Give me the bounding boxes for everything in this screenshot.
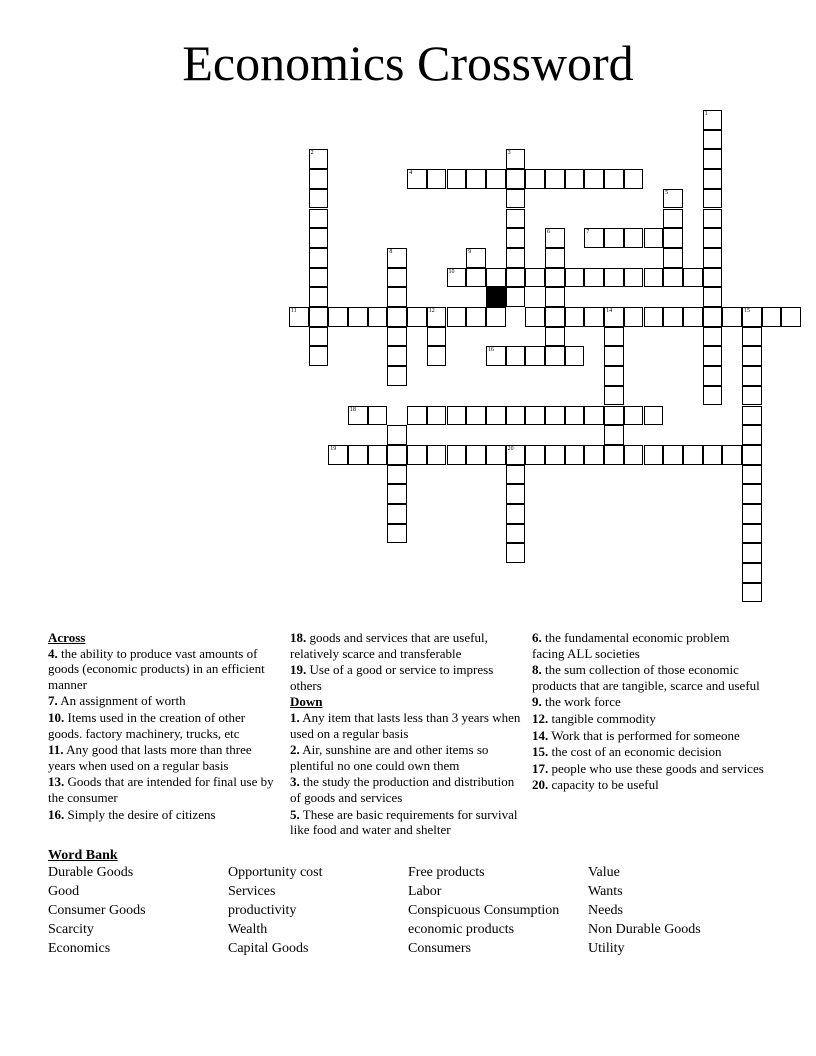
clue-item bbox=[48, 646, 280, 693]
grid-cell[interactable] bbox=[309, 248, 329, 268]
grid-cell[interactable] bbox=[703, 169, 723, 189]
word-bank-heading: Word Bank bbox=[48, 848, 118, 863]
clue-item bbox=[290, 807, 522, 838]
clue-number: 5 bbox=[665, 189, 669, 196]
clue-item bbox=[532, 761, 764, 777]
grid-cell[interactable] bbox=[703, 110, 723, 130]
grid-cell[interactable] bbox=[604, 445, 624, 465]
grid-cell[interactable] bbox=[525, 346, 545, 366]
grid-cell[interactable] bbox=[427, 445, 447, 465]
grid-cell[interactable] bbox=[663, 209, 683, 229]
grid-cell[interactable] bbox=[644, 406, 664, 426]
clue-item-text: An assignment of worth bbox=[57, 693, 186, 709]
grid-cell[interactable] bbox=[742, 563, 762, 583]
clue-item bbox=[48, 710, 280, 741]
grid-cell[interactable] bbox=[309, 327, 329, 347]
grid-cell[interactable] bbox=[584, 228, 604, 248]
grid-cell[interactable] bbox=[663, 228, 683, 248]
grid-cell[interactable] bbox=[565, 169, 585, 189]
clue-item bbox=[290, 662, 522, 693]
clue-number: 12 bbox=[428, 308, 435, 314]
clue-item-number: 5. bbox=[290, 806, 300, 822]
grid-cell[interactable] bbox=[486, 406, 506, 426]
grid-cell[interactable] bbox=[447, 268, 467, 288]
grid-cell[interactable] bbox=[624, 307, 644, 327]
grid-cell[interactable] bbox=[644, 307, 664, 327]
clue-item bbox=[290, 742, 522, 773]
grid-cell[interactable] bbox=[742, 543, 762, 563]
word-bank-item: Capital Goods bbox=[228, 941, 309, 956]
word-bank-item: Durable Goods bbox=[48, 865, 134, 880]
grid-cell[interactable] bbox=[506, 149, 526, 169]
grid-cell[interactable] bbox=[703, 287, 723, 307]
grid-cell[interactable] bbox=[466, 248, 486, 268]
clue-number: 10 bbox=[448, 268, 455, 275]
grid-cell[interactable] bbox=[506, 268, 526, 288]
word-bank-item: Wealth bbox=[228, 922, 268, 937]
grid-cell[interactable] bbox=[703, 209, 723, 229]
clue-item-text: Any good that lasts more than three years when used on a regular basis bbox=[48, 742, 252, 773]
clue-number: 3 bbox=[507, 150, 511, 157]
clue-item-text: Use of a good or service to impress others bbox=[290, 662, 494, 693]
grid-cell[interactable] bbox=[545, 287, 565, 307]
clue-item-number: 19. bbox=[290, 662, 307, 678]
clue-item-text: Any item that lasts less than 3 years when used on a regular basis bbox=[290, 709, 521, 741]
grid-cell[interactable] bbox=[663, 268, 683, 288]
grid-cell[interactable] bbox=[486, 169, 506, 189]
clue-item bbox=[532, 777, 764, 793]
clue-item-number: 7. bbox=[48, 693, 58, 709]
word-bank-item: Opportunity cost bbox=[228, 865, 323, 880]
clues-column-3 bbox=[532, 630, 764, 794]
word-bank-item: Economics bbox=[48, 941, 111, 956]
word-bank-item: Conspicuous Consumption bbox=[408, 903, 560, 918]
grid-cell[interactable] bbox=[604, 327, 624, 347]
grid-cell[interactable] bbox=[506, 189, 526, 209]
grid-cell[interactable] bbox=[545, 346, 565, 366]
page-title: Economics Crossword bbox=[182, 35, 634, 91]
across-heading: Across bbox=[48, 630, 86, 645]
grid-cell[interactable] bbox=[742, 425, 762, 445]
grid-cell[interactable] bbox=[703, 130, 723, 150]
word-bank-column bbox=[48, 863, 228, 958]
grid-cell[interactable] bbox=[506, 248, 526, 268]
grid-cell[interactable] bbox=[742, 484, 762, 504]
grid-cell[interactable] bbox=[427, 307, 447, 327]
clue-item-number: 20. bbox=[532, 777, 549, 793]
grid-cell[interactable] bbox=[703, 189, 723, 209]
down-heading: Down bbox=[290, 694, 323, 710]
clue-item-text: the work force bbox=[541, 694, 621, 710]
clue-item-number: 2. bbox=[290, 742, 300, 758]
grid-cell[interactable] bbox=[506, 406, 526, 426]
grid-cell[interactable] bbox=[387, 287, 407, 307]
clue-item-number: 14. bbox=[532, 727, 549, 743]
grid-cell[interactable] bbox=[447, 445, 467, 465]
grid-cell[interactable] bbox=[368, 307, 388, 327]
word-bank-item: Consumer Goods bbox=[48, 903, 146, 918]
clue-item-number: 4. bbox=[48, 645, 58, 661]
grid-cell[interactable] bbox=[486, 268, 506, 288]
grid-cell[interactable] bbox=[427, 327, 447, 347]
clue-item-number: 9. bbox=[532, 694, 542, 710]
grid-cell[interactable] bbox=[506, 504, 526, 524]
grid-cell[interactable] bbox=[742, 386, 762, 406]
grid-cell[interactable] bbox=[309, 287, 329, 307]
grid-cell[interactable] bbox=[604, 386, 624, 406]
grid-cell[interactable] bbox=[742, 406, 762, 426]
grid-cell[interactable] bbox=[604, 307, 624, 327]
word-bank-item: Non Durable Goods bbox=[588, 922, 701, 937]
grid-cell[interactable] bbox=[525, 307, 545, 327]
grid-cell[interactable] bbox=[348, 445, 368, 465]
clue-item-text: the cost of an economic decision bbox=[548, 744, 722, 760]
clue-number: 7 bbox=[586, 229, 590, 236]
word-bank-item: Wants bbox=[588, 884, 623, 899]
grid-cell[interactable] bbox=[407, 406, 427, 426]
grid-cell[interactable] bbox=[545, 445, 565, 465]
grid-cell[interactable] bbox=[624, 169, 644, 189]
grid-cell[interactable] bbox=[663, 189, 683, 209]
grid-cell[interactable] bbox=[604, 169, 624, 189]
clue-number: 15 bbox=[744, 308, 750, 314]
grid-cell[interactable] bbox=[545, 248, 565, 268]
grid-cell[interactable] bbox=[309, 228, 329, 248]
grid-cell[interactable] bbox=[663, 307, 683, 327]
grid-cell[interactable] bbox=[722, 445, 742, 465]
grid-cell[interactable] bbox=[663, 445, 683, 465]
clue-number: 1 bbox=[704, 111, 708, 117]
grid-cell[interactable] bbox=[525, 406, 545, 426]
word-bank bbox=[48, 846, 701, 956]
grid-cell[interactable] bbox=[624, 445, 644, 465]
grid-cell[interactable] bbox=[466, 169, 486, 189]
grid-cell[interactable] bbox=[427, 346, 447, 366]
grid-cell[interactable] bbox=[348, 406, 368, 426]
grid-cell[interactable] bbox=[486, 346, 506, 366]
word-bank-item: Scarcity bbox=[48, 922, 94, 937]
grid-cell[interactable] bbox=[604, 346, 624, 366]
grid-cell[interactable] bbox=[486, 445, 506, 465]
clue-number: 11 bbox=[290, 308, 297, 314]
grid-cell[interactable] bbox=[289, 307, 309, 327]
grid-cell[interactable] bbox=[683, 268, 703, 288]
clue-item-text: These are basic requirements for survival like food and water and shelter bbox=[290, 806, 518, 838]
grid-cell[interactable] bbox=[387, 268, 407, 288]
grid-cell[interactable] bbox=[781, 307, 801, 327]
grid-cell[interactable] bbox=[703, 228, 723, 248]
grid-cell[interactable] bbox=[722, 307, 742, 327]
clues-column-1 bbox=[48, 630, 280, 823]
clue-item-text: the ability to produce vast amounts of goods (economic products) in an efficient manner bbox=[48, 645, 265, 692]
grid-cell[interactable] bbox=[525, 169, 545, 189]
grid-cell[interactable] bbox=[545, 268, 565, 288]
grid-cell[interactable] bbox=[604, 228, 624, 248]
word-bank-item: Utility bbox=[588, 941, 625, 956]
grid-cell[interactable] bbox=[604, 366, 624, 386]
grid-cell[interactable] bbox=[703, 327, 723, 347]
word-bank-item: economic products bbox=[408, 922, 515, 937]
grid-cell[interactable] bbox=[506, 524, 526, 544]
grid-cell[interactable] bbox=[506, 169, 526, 189]
grid-cell[interactable] bbox=[309, 149, 329, 169]
grid-cell[interactable] bbox=[703, 386, 723, 406]
grid-cell[interactable] bbox=[584, 307, 604, 327]
grid-cell[interactable] bbox=[703, 307, 723, 327]
grid-cell[interactable] bbox=[387, 504, 407, 524]
clue-item-number: 10. bbox=[48, 709, 65, 725]
clue-number: 14 bbox=[606, 308, 613, 314]
grid-cell[interactable] bbox=[427, 169, 447, 189]
grid-cell[interactable] bbox=[584, 406, 604, 426]
grid-cell[interactable] bbox=[742, 346, 762, 366]
clue-number: 2 bbox=[310, 150, 314, 157]
grid-cell[interactable] bbox=[663, 248, 683, 268]
grid-cell[interactable] bbox=[624, 228, 644, 248]
clue-item bbox=[290, 774, 522, 805]
clue-item-text: the sum collection of those economic products that are tangible, scarce and useful bbox=[532, 662, 760, 693]
grid-cell[interactable] bbox=[742, 307, 762, 327]
grid-cell[interactable] bbox=[309, 209, 329, 229]
grid-cell[interactable] bbox=[604, 406, 624, 426]
grid-cell[interactable] bbox=[348, 307, 368, 327]
grid-cell[interactable] bbox=[525, 268, 545, 288]
clue-item bbox=[532, 728, 764, 744]
grid-cell[interactable] bbox=[565, 346, 585, 366]
grid-cell[interactable] bbox=[328, 307, 348, 327]
grid-cell[interactable] bbox=[506, 484, 526, 504]
clue-number: 16 bbox=[487, 347, 494, 354]
word-bank-item: Free products bbox=[408, 865, 485, 880]
grid-cell[interactable] bbox=[387, 366, 407, 386]
grid-cell[interactable] bbox=[742, 327, 762, 347]
clue-item-number: 3. bbox=[290, 774, 300, 790]
word-bank-item: Value bbox=[588, 865, 620, 880]
grid-cell[interactable] bbox=[545, 406, 565, 426]
grid-cell[interactable] bbox=[387, 465, 407, 485]
clue-number: 8 bbox=[389, 248, 393, 255]
across-clue-list bbox=[48, 646, 280, 823]
grid-cell[interactable] bbox=[309, 346, 329, 366]
grid-cell[interactable] bbox=[387, 524, 407, 544]
clue-number: 6 bbox=[547, 229, 550, 236]
clue-item-number: 1. bbox=[290, 709, 300, 725]
grid-cell[interactable] bbox=[742, 366, 762, 386]
clue-item-text: Goods that are intended for final use by the consumer bbox=[48, 774, 274, 805]
grid-cell[interactable] bbox=[387, 425, 407, 445]
word-bank-column bbox=[228, 863, 408, 958]
clue-number: 4 bbox=[409, 170, 413, 177]
grid-cell[interactable] bbox=[742, 504, 762, 524]
clue-item-number: 15. bbox=[532, 744, 549, 760]
grid-cell[interactable] bbox=[387, 248, 407, 268]
clue-item-text: Items used in the creation of other goods. factory machinery, trucks, etc bbox=[48, 709, 246, 741]
grid-cell[interactable] bbox=[387, 346, 407, 366]
clue-item-text: goods and services that are useful, relatively scarce and transferable bbox=[290, 630, 488, 661]
grid-cell[interactable] bbox=[506, 543, 526, 563]
grid-cell[interactable] bbox=[644, 228, 664, 248]
clue-item bbox=[532, 711, 764, 727]
grid-cell[interactable] bbox=[447, 406, 467, 426]
grid-cell[interactable] bbox=[506, 445, 526, 465]
grid-cell[interactable] bbox=[624, 268, 644, 288]
clue-number: 18 bbox=[350, 406, 356, 413]
grid-cell[interactable] bbox=[309, 189, 329, 209]
clue-item-number: 13. bbox=[48, 774, 65, 790]
grid-cell[interactable] bbox=[486, 307, 506, 327]
grid-cell[interactable] bbox=[407, 169, 427, 189]
grid-cell[interactable] bbox=[703, 268, 723, 288]
grid-cell[interactable] bbox=[565, 445, 585, 465]
clue-item-number: 16. bbox=[48, 806, 65, 822]
clue-item bbox=[48, 774, 280, 805]
clue-item-text: people who use these goods and services bbox=[548, 760, 764, 776]
grid-cell[interactable] bbox=[703, 248, 723, 268]
grid-cell[interactable] bbox=[565, 268, 585, 288]
grid-cell[interactable] bbox=[466, 307, 486, 327]
clue-item-text: Simply the desire of citizens bbox=[64, 806, 216, 822]
grid-cell[interactable] bbox=[407, 445, 427, 465]
grid-cell[interactable] bbox=[703, 346, 723, 366]
grid-cell[interactable] bbox=[466, 406, 486, 426]
clue-item-number: 8. bbox=[532, 662, 542, 678]
grid-cell[interactable] bbox=[407, 307, 427, 327]
clue-item-number: 18. bbox=[290, 630, 307, 645]
grid-cell[interactable] bbox=[387, 307, 407, 327]
grid-cell[interactable] bbox=[604, 425, 624, 445]
clue-number: 19 bbox=[330, 445, 337, 452]
across-clue-list-continued bbox=[290, 630, 522, 693]
clue-item bbox=[290, 710, 522, 741]
grid-cell[interactable] bbox=[624, 406, 644, 426]
grid-cell[interactable] bbox=[545, 228, 565, 248]
clue-item bbox=[532, 694, 764, 710]
grid-cell[interactable] bbox=[584, 268, 604, 288]
clues-column-2 bbox=[290, 630, 522, 839]
grid-cell[interactable] bbox=[506, 209, 526, 229]
grid-cell[interactable] bbox=[368, 445, 388, 465]
grid-cell[interactable] bbox=[604, 268, 624, 288]
grid-cell[interactable] bbox=[584, 169, 604, 189]
grid-cell[interactable] bbox=[683, 307, 703, 327]
clue-item-text: tangible commodity bbox=[548, 710, 656, 726]
grid-cell[interactable] bbox=[506, 228, 526, 248]
clue-item-number: 11. bbox=[48, 742, 64, 758]
grid-cell[interactable] bbox=[742, 524, 762, 544]
word-bank-item: Consumers bbox=[408, 941, 471, 956]
grid-cell[interactable] bbox=[466, 445, 486, 465]
clue-item bbox=[532, 662, 764, 693]
grid-cell[interactable] bbox=[309, 169, 329, 189]
word-bank-item: Services bbox=[228, 884, 276, 899]
grid-cell[interactable] bbox=[644, 268, 664, 288]
grid-cell[interactable] bbox=[565, 406, 585, 426]
grid-cell[interactable] bbox=[525, 445, 545, 465]
clue-item-text: the fundamental economic problem facing ALL societies bbox=[532, 630, 730, 661]
grid-cell[interactable] bbox=[644, 445, 664, 465]
word-bank-column bbox=[408, 863, 588, 958]
down-clue-list-continued bbox=[532, 630, 764, 793]
clue-item-number: 17. bbox=[532, 760, 549, 776]
clue-item bbox=[532, 744, 764, 760]
grid-cell[interactable] bbox=[328, 445, 348, 465]
grid-cell[interactable] bbox=[506, 465, 526, 485]
grid-cell[interactable] bbox=[742, 445, 762, 465]
clue-item bbox=[48, 742, 280, 773]
grid-cell[interactable] bbox=[742, 465, 762, 485]
grid-cell[interactable] bbox=[506, 346, 526, 366]
grid-cell[interactable] bbox=[703, 366, 723, 386]
grid-cell[interactable] bbox=[584, 445, 604, 465]
down-clue-list bbox=[290, 710, 522, 838]
grid-cell[interactable] bbox=[309, 307, 329, 327]
clue-item bbox=[48, 693, 280, 709]
clue-item-number: 12. bbox=[532, 710, 549, 726]
clue-item bbox=[532, 630, 764, 661]
word-bank-item: Labor bbox=[408, 884, 442, 899]
grid-cell[interactable] bbox=[545, 307, 565, 327]
grid-cell[interactable] bbox=[683, 445, 703, 465]
grid-cell[interactable] bbox=[387, 484, 407, 504]
grid-cell[interactable] bbox=[309, 268, 329, 288]
word-bank-item: Good bbox=[48, 884, 80, 899]
grid-cell[interactable] bbox=[368, 406, 388, 426]
grid-cell[interactable] bbox=[387, 327, 407, 347]
grid-cell[interactable] bbox=[447, 307, 467, 327]
clue-item bbox=[290, 630, 522, 661]
clue-item-text: the study the production and distribution of goods and services bbox=[290, 774, 515, 805]
word-bank-item: Needs bbox=[588, 903, 623, 918]
clue-number: 20 bbox=[507, 445, 514, 452]
word-bank-column bbox=[588, 863, 768, 958]
clue-item-text: Air, sunshine are and other items so plentiful no one could own them bbox=[290, 742, 489, 773]
grid-cell[interactable] bbox=[742, 583, 762, 603]
grid-cell[interactable] bbox=[565, 307, 585, 327]
grid-cell[interactable] bbox=[427, 406, 447, 426]
grid-cell[interactable] bbox=[447, 169, 467, 189]
grid-cell[interactable] bbox=[466, 268, 486, 288]
clue-item-text: Work that is performed for someone bbox=[548, 727, 740, 743]
black-cell bbox=[486, 287, 506, 307]
word-bank-item: productivity bbox=[228, 903, 297, 918]
clue-item bbox=[48, 807, 280, 823]
clue-number: 9 bbox=[468, 248, 472, 255]
clue-item-text: capacity to be useful bbox=[548, 777, 659, 793]
grid-cell[interactable] bbox=[545, 327, 565, 347]
grid-cell[interactable] bbox=[387, 445, 407, 465]
clue-item-number: 6. bbox=[532, 630, 542, 645]
grid-cell[interactable] bbox=[506, 287, 526, 307]
grid-cell[interactable] bbox=[545, 169, 565, 189]
grid-cell[interactable] bbox=[703, 445, 723, 465]
grid-cell[interactable] bbox=[762, 307, 782, 327]
grid-cell[interactable] bbox=[703, 149, 723, 169]
